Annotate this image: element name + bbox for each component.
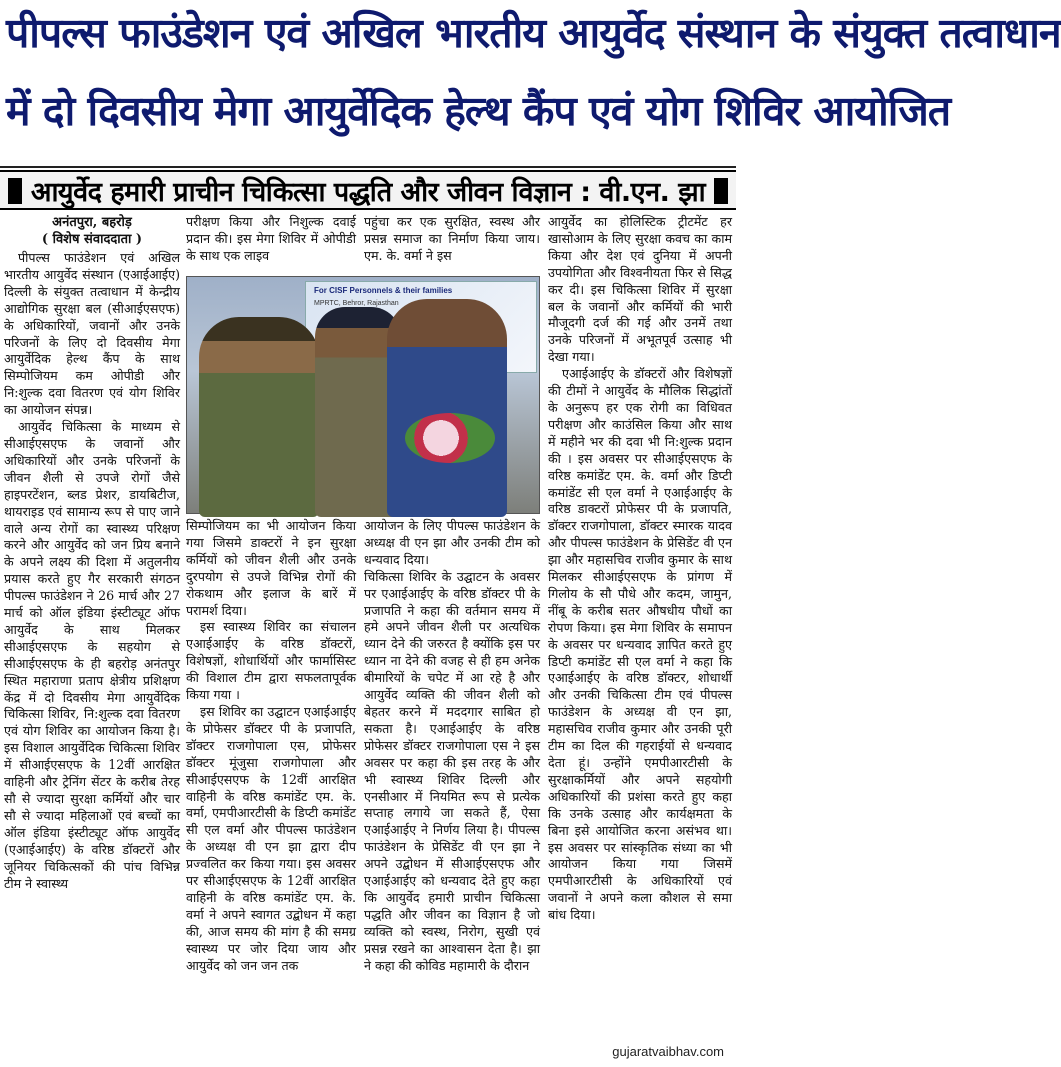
photo-bouquet [405,413,495,463]
article-column-2-bottom [186,518,356,1060]
subheadline: आयुर्वेद हमारी प्राचीन चिकित्सा पद्धति और जीवन विज्ञान : वी.एन. झा [30,176,706,208]
paragraph: पीपल्स फाउंडेशन एवं अखिल भारतीय आयुर्वेद संस्थान (एआईआईए) दिल्ली के संयुक्त तत्वाधान में केन्द्रीय आद्योगिक सुरक्षा बल (सीआईएसएफ) के अधिकारियों, जवानों और उनके परिजनों के लिए दो दिवसीय मेगा आयुर्वेदिक हेल्थ कैंप के साथ सिम्पोजियम कम ओपीडी और नि:शुल्क दवा वितरण एवं योग शिविर का आयोजन संपन्न। [4,250,180,418]
photo-officer-left [199,317,319,517]
headline [0,0,1061,168]
article-column-2-top [186,214,356,274]
paragraph: आयुर्वेद चिकित्सा के माध्यम से सीआईएसएफ के जवानों और अधिकारियों और उनके परिजनों के जीवन शैली से उपजे रोगों जैसे हाइपरटेंशन, ब्लड प्रेशर, डायबिटीज, थायराइड एवं सामान्य रूप से पाए जाने वाले अन्य रोगों का स्वास्थ्य परिक्षण करने और आयुर्वेद को जन प्रिय बनाने के अपने लक्ष्य की दिशा में अतुलनीय प्रयास करते हुए गैर सरकारी संगठन पीपल्स फाउंडेशन ने 26 मार्च और 27 मार्च को ऑल इंडिया इंस्टीट्यूट ऑफ आयुर्वेद के साथ मिलकर सीआईएसएफ के सहयोग से सीआईएसएफ के ही बहरोड़ अनंतपुर स्थित महाराणा प्रताप क्षेत्रीय प्रशिक्षण केंद्र में दो दिवसीय मेगा आयुर्वेदिक चिकित्सा शिविर, नि:शुल्क दवा वितरण एवं योग शिविर का आयोजन किया है। इस विशाल आयुर्वेदिक चिकित्सा शिविर में सीआईएसएफ के 12वीं आरक्षित वाहिनी और ट्रेनिंग सेंटर के करीब तेरह सौ से ज्यादा सुरक्षा कर्मियों और चार सौ से ज्यादा महिलाओं एवं बच्चों का ऑल इंडिया इंस्टीट्यूट ऑफ आयुर्वेद (एआईआईए) के वरिष्ठ डॉक्टरों और जूनियर चिकित्सकों की पांच विभिन्न टीम ने स्वास्थ्य [4,419,180,891]
paragraph: सिम्पोजियम का भी आयोजन किया गया जिसमे डाक्टरों ने इन सुरक्षा कर्मियों को जीवन शैली और उनके दुरपयोग से उपजे विभिन्न रोगों की रोकथाम और इलाज के बारें में परामर्श दिया। [186,518,356,618]
paragraph: परीक्षण किया और निशुल्क दवाई प्रदान की। इस मेगा शिविर में ओपीडी के साथ एक लाइव [186,214,356,263]
photo-banner-text-1: For CISF Personnels & their families [314,286,453,295]
article-column-4 [548,214,732,1036]
paragraph: चिकित्सा शिविर के उद्घाटन के अवसर पर एआईआईए के वरिष्ठ डॉक्टर पी के प्रजापति ने कहा की वर्तमान समय में हमे अपने जीवन शैली पर अत्यधिक ध्यान देने की जरुरत है क्योंकि इस पर ध्यान ना देने की वजह से ही हम अनेक बीमारियों के चपेट में आ रहे है और आयुर्वेद व्यक्ति की जीवन शैली को बेहतर करने में मददगार साबित हो सकता है। एआईआईए के वरिष्ठ प्रोफेसर डॉक्टर राजगोपाला एस ने इस अवसर पर कहा की इस तरह के और भी स्वास्थ्य शिविर दिल्ली और एनसीआर में नियमित रूप से प्रत्येक सप्ताह लगाये जा सकते हैं, ऐसा एआईआईए ने निर्णय लिया है। पीपल्स फाउंडेशन के प्रेसिडेंट वी एन झा ने अपने उद्बोधन में सीआईएसएफ और एआईआईए को धन्यवाद देते हुए कहा कि आयुर्वेद हमारी प्राचीन चिकित्सा पद्धति और जीवन का विज्ञान है जो व्यक्ति को स्वस्थ, निरोग, सुखी एवं प्रसन्न रखने का आश्वासन देता है। झा ने कहा की कोविड महामारी के दौरान [364,568,540,973]
dateline-place: अनंतपुरा, बहरोड़ [52,215,132,230]
paragraph: आयोजन के लिए पीपल्स फाउंडेशन के अध्यक्ष वी एन झा और उनकी टीम को धन्यवाद दिया। [364,518,540,567]
subheadline-bar [0,170,736,210]
subheadline-right-bar [714,178,728,204]
event-photo [186,276,540,514]
paragraph: इस शिविर का उद्घाटन एआईआईए के प्रोफेसर डॉक्टर पी के प्रजापति, डॉक्टर राजगोपाला एस, प्रोफेसर डॉक्टर मूंजुसा राजगोपाला और सीआईएसएफ के 12वीं आरक्षित वाहिनी के वरिष्ठ कमांडेंट एम. के. वर्मा, एमपीआरटीसी के डिप्टी कमांडेंट सी एल वर्मा और पीपल्स फाउंडेशन के अध्यक्ष वी एन झा द्वारा दीप प्रज्वलित कर किया गया। इस अवसर पर सीआईएसएफ के 12वीं आरक्षित वाहिनी के वरिष्ठ कमांडेंट एम. के. वर्मा ने अपने स्वागत उद्बोधन में कहा की, आज समय की मांग है की समग्र स्वास्थ्य पर जोर दिया जाय और आयुर्वेद को जन जन तक [186,703,356,973]
source-credit: gujaratvaibhav.com [612,1044,724,1059]
article-column-3-bottom [364,518,540,1060]
article-column-1 [4,214,180,1060]
paragraph: इस स्वास्थ्य शिविर का संचालन एआईआईए के वरिष्ठ डॉक्टरों, विशेषज्ञों, शोधार्थियों और फार्मासिस्ट की विशाल टीम द्वारा सफलतापूर्वक किया गया । [186,619,356,703]
paragraph: एआईआईए के डॉक्टरों और विशेषज्ञों की टीमों ने आयुर्वेद के मौलिक सिद्धांतों के अनुरूप हर एक रोगी का विधिवत परीक्षण और काउंसिल किया और साथ में महीने भर की दवा भी नि:शुल्क प्रदान की । इस अवसर पर सीआईएसएफ के वरिष्ठ कमांडेंट एम. के. वर्मा और डिप्टी कमांडेंट सी एल वर्मा ने एआईआईए के वरिष्ठ डाक्टरों प्रोफेसर पी के प्रजापति, डॉक्टर राजगोपाला, डॉक्टर स्मारक यादव और पीपल्स फाउंडेशन के प्रेसिडेंट वी एन झा और महासचिव राजीव कुमार के साथ मिलकर सीआईएसएफ के प्रांगण में गिलोय के सौ पौधे और कदम, जामुन, नींबू के करीब सतर औषधीय पौधों का रोपण किया। इस मेगा शिविर के समापन के अवसर पर धन्यवाद ज्ञापित करते हुए डिप्टी कमांडेंट सी एल वर्मा ने कहा कि एआईआईए के वरिष्ठ डॉक्टर, शोधार्थी और उनकी चिकित्सा टीम एवं पीपल्स फाउंडेशन के अध्यक्ष वी एन झा, महासचिव राजीव कुमार और उनकी पूरी टीम का दिल की गहराईयों से धन्यवाद देता हूं। उन्होंने एमपीआरटीसी के सुरक्षाकर्मियों और अपने सहयोगी अधिकारियों की प्रशंसा करते हुए कहा कि उनके उत्साह और कार्यक्षमता के बिना इसे आयोजित करना असंभव था। इस अवसर पर सांस्कृतिक संध्या का भी आयोजन किया गया जिसमें एमपीआरटीसी के अधिकारियों एवं जवानों ने अपने कला कौशल से समा बांध दिया। [548,366,732,923]
subheadline-left-bar [8,178,22,204]
photo-man-right [387,299,507,517]
photo-banner-text-2: MPRTC, Behror, Rajasthan [314,300,399,307]
paragraph: आयुर्वेद का होलिस्टिक ट्रीटमेंट हर खासोआम के लिए सुरक्षा कवच का काम किया और देश एवं दुनिया में अपनी उपयोगिता और विश्वनीयता फिर से सिद्ध कर दी। इस चिकित्सा शिविर में सुरक्षा बल के जवानों और कर्मियों की भारी मौजूदगी दर्ज की गई और उनमें तथा उनके परिजनों में अभूतपूर्व उत्साह भी देखा गया। [548,214,732,365]
headline-line-2: में दो दिवसीय मेगा आयुर्वेदिक हेल्थ कैंप एवं योग शिविर आयोजित [6,87,951,135]
article-column-3-top [364,214,540,276]
headline-line-1: पीपल्स फाउंडेशन एवं अखिल भारतीय आयुर्वेद संस्थान के संयुक्त तत्वाधान [6,9,1061,57]
dateline-byline: ( विशेष संवाददाता ) [41,232,143,247]
paragraph: पहुंचा कर एक सुरक्षित, स्वस्थ और प्रसन्न समाज का निर्माण किया जाय। एम. के. वर्मा ने इस [364,214,540,263]
